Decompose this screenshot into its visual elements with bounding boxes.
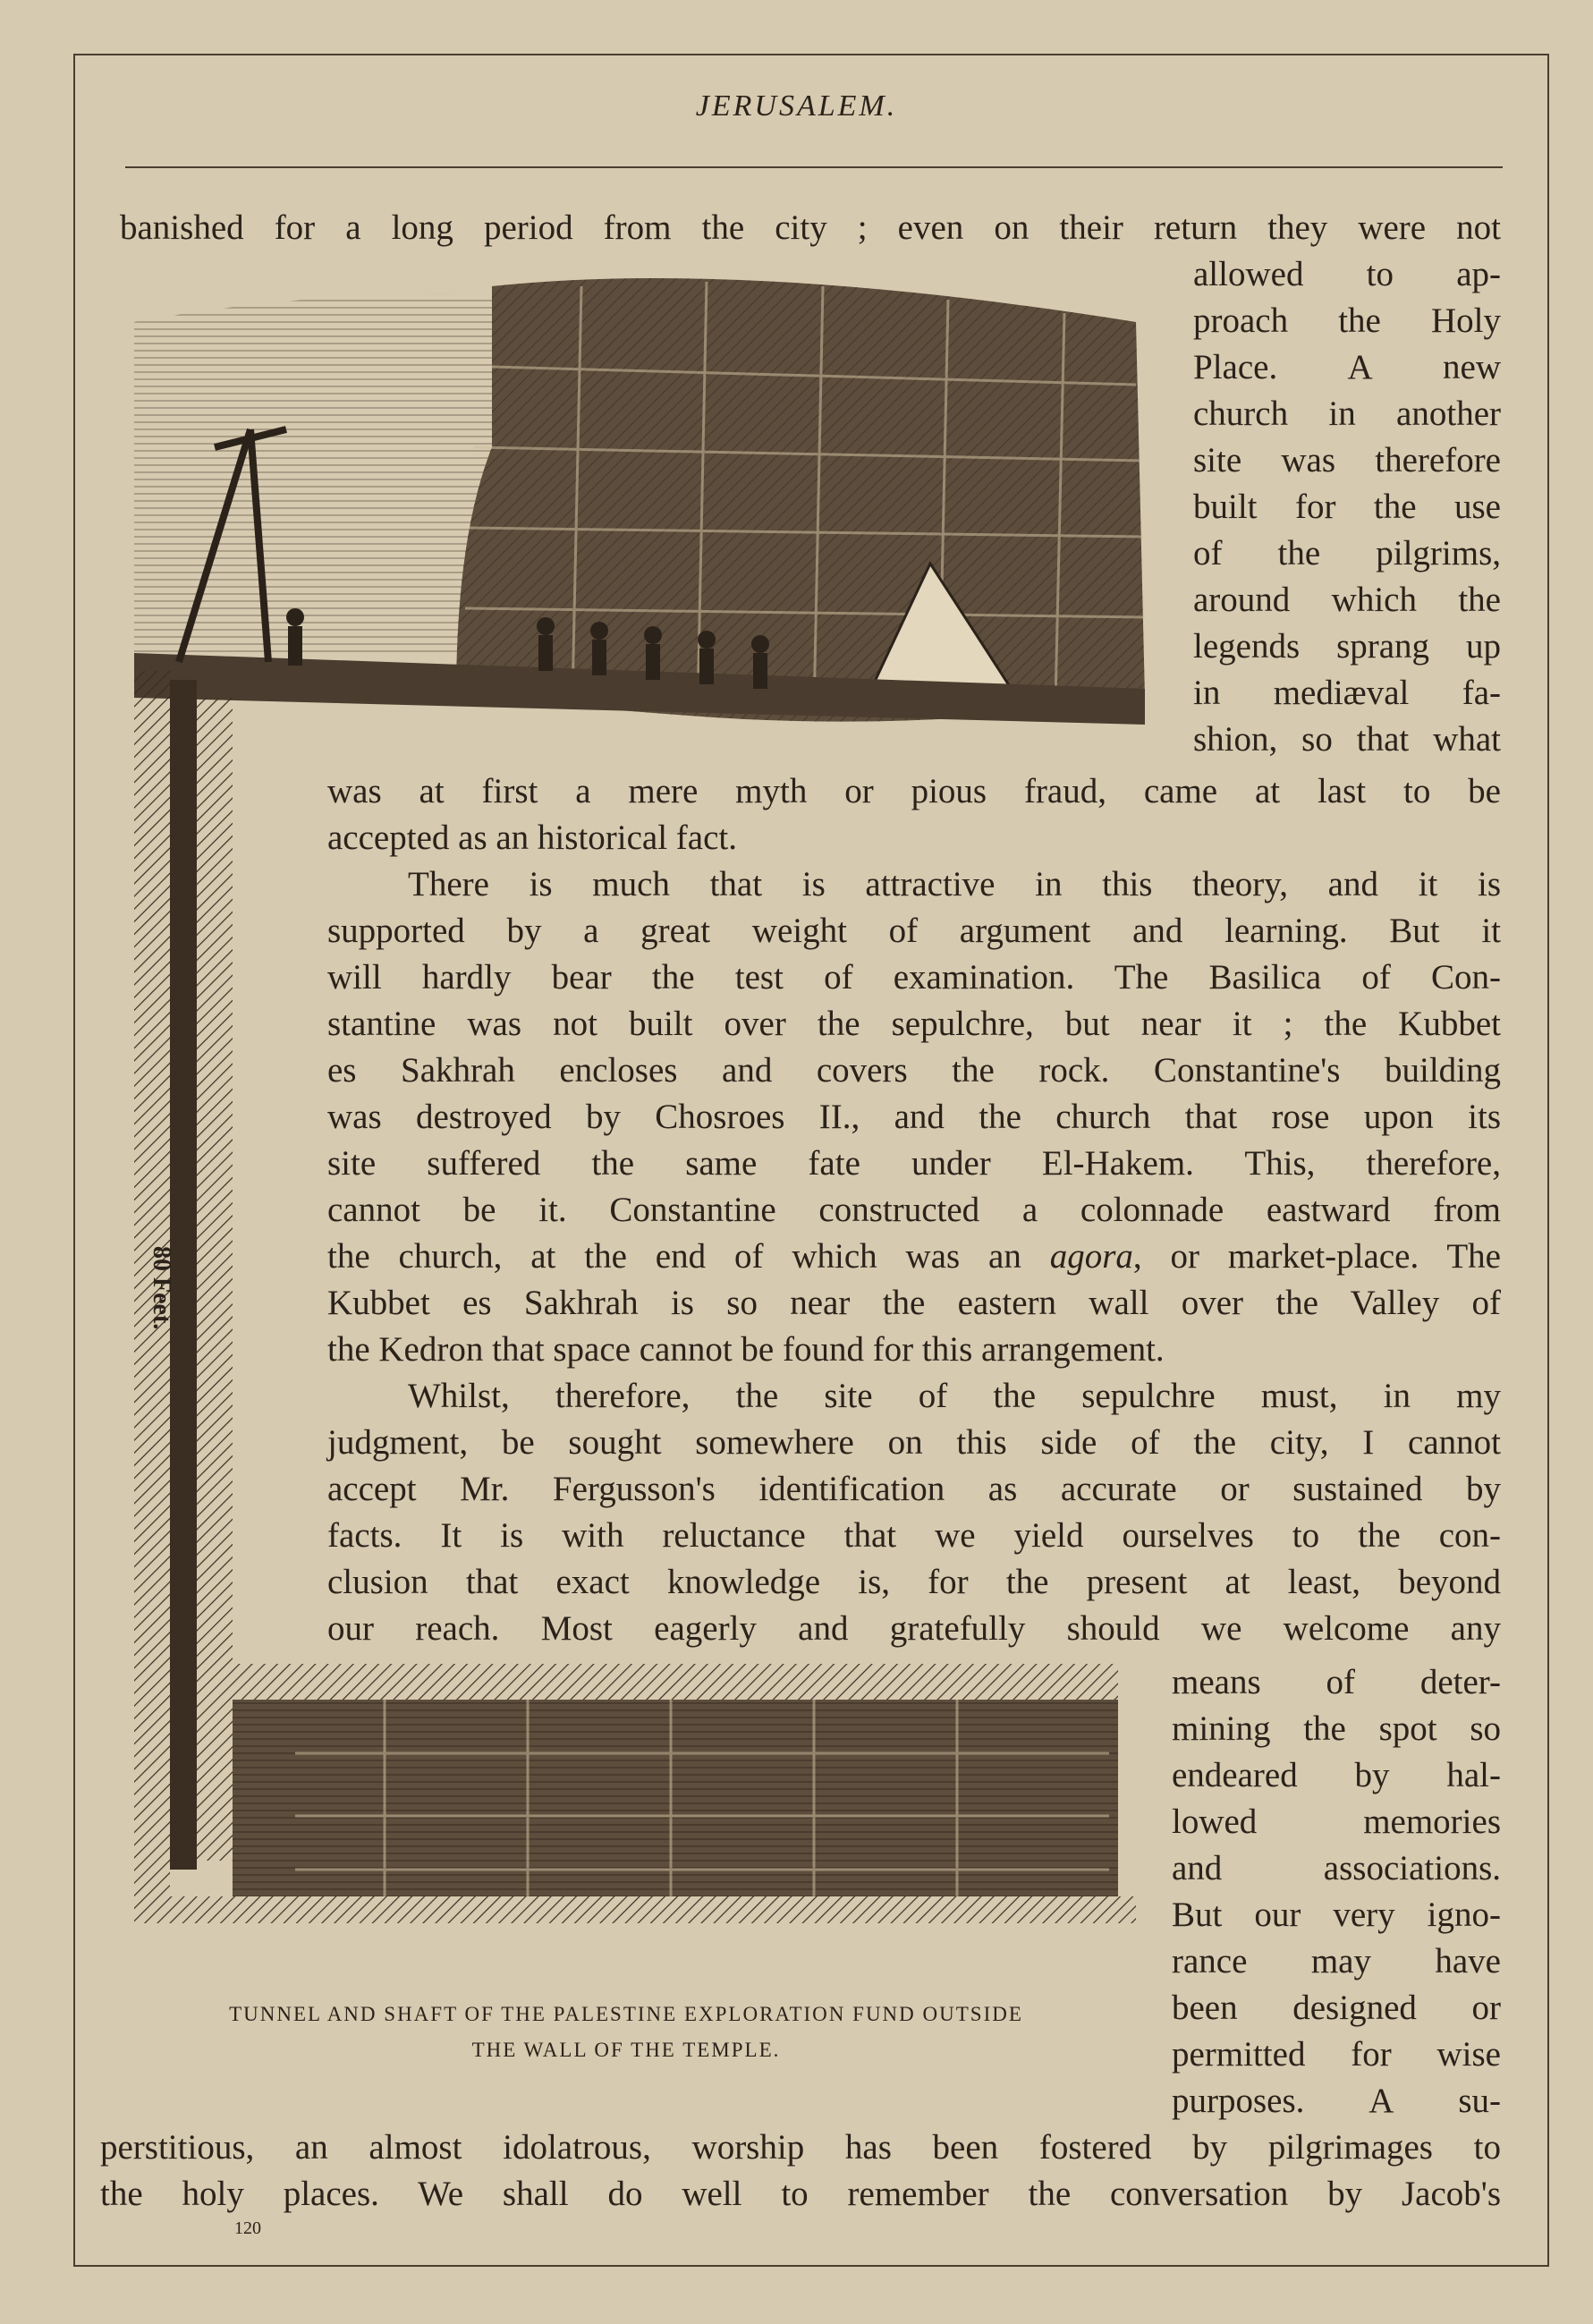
text-line: stantine was not built over the sepulchre, but near it ; the Kubbet (327, 1005, 1501, 1043)
text-line: was at first a mere myth or pious fraud, came at last to be (327, 772, 1501, 810)
text-line: Place. A new (1193, 348, 1501, 386)
upper-wall-masonry (456, 278, 1145, 722)
text-line: supported by a great weight of argument and learning. But it (327, 912, 1501, 950)
text-line: There is much that is attractive in this theory, and it is (408, 865, 1501, 903)
text-line: of the pilgrims, (1193, 534, 1501, 573)
italic-word: agora (1049, 1237, 1133, 1276)
text-line: in mediæval fa- (1193, 674, 1501, 712)
text-line: church in another (1193, 394, 1501, 433)
text-line: the church, at the end of which was an agora, or market-place. The (327, 1237, 1501, 1276)
lower-tunnel-masonry (134, 1664, 1136, 1923)
text-line: perstitious, an almost idolatrous, worship has been fostered by pilgrimages to (100, 2128, 1501, 2167)
text-line: accept Mr. Fergusson's identification as accurate or sustained by (327, 1470, 1501, 1508)
text-line: Whilst, therefore, the site of the sepulchre must, in my (408, 1377, 1501, 1415)
figure-caption-line: THE WALL OF THE TEMPLE. (471, 2039, 781, 2061)
text-line: the holy places. We shall do well to remember the conversation by Jacob's (100, 2175, 1501, 2213)
running-head: JERUSALEM. (695, 89, 898, 123)
text-line: Kubbet es Sakhrah is so near the eastern wall over the Valley of (327, 1284, 1501, 1322)
text-line: been designed or (1172, 1989, 1501, 2027)
shaft-depth-label: 80 Feet. (148, 1246, 175, 1330)
text-line: mining the spot so (1172, 1709, 1501, 1748)
text-line: allowed to ap- (1193, 255, 1501, 293)
text-line: es Sakhrah encloses and covers the rock. Constantine's building (327, 1051, 1501, 1090)
figure-caption-line: TUNNEL AND SHAFT OF THE PALESTINE EXPLORATION FUND OUTSIDE (229, 2003, 1023, 2025)
text-line: will hardly bear the test of examination. The Basilica of Con- (327, 958, 1501, 997)
page-number: 120 (234, 2218, 261, 2238)
text-line: the Kedron that space cannot be found for this arrangement. (327, 1330, 1165, 1369)
text-line: means of deter- (1172, 1663, 1501, 1701)
text-line: lowed memories (1172, 1802, 1501, 1841)
text-line: banished for a long period from the city ; even on their return they were not (120, 208, 1501, 247)
text-line: judgment, be sought somewhere on this side of the city, I cannot (327, 1423, 1501, 1462)
text-line: site was therefore (1193, 441, 1501, 479)
text-line: cannot be it. Constantine constructed a colonnade eastward from (327, 1191, 1501, 1229)
text-line: purposes. A su- (1172, 2082, 1501, 2120)
text-line: built for the use (1193, 488, 1501, 526)
text-line: permitted for wise (1172, 2035, 1501, 2074)
text-line: facts. It is with reluctance that we yield ourselves to the con- (327, 1516, 1501, 1555)
text-line: legends sprang up (1193, 627, 1501, 666)
text-line: around which the (1193, 581, 1501, 619)
text-line: our reach. Most eagerly and gratefully should we welcome any (327, 1609, 1501, 1648)
text-line: rance may have (1172, 1942, 1501, 1980)
text-line: was destroyed by Chosroes II., and the church that rose upon its (327, 1098, 1501, 1136)
text-line: proach the Holy (1193, 301, 1501, 340)
text-line: accepted as an historical fact. (327, 818, 738, 857)
text-line: and associations. (1172, 1849, 1501, 1887)
text-line: clusion that exact knowledge is, for the present at least, beyond (327, 1563, 1501, 1601)
text-line: site suffered the same fate under El-Hakem. This, therefore, (327, 1144, 1501, 1183)
text-line: shion, so that what (1193, 720, 1501, 759)
text-line: endeared by hal- (1172, 1756, 1501, 1794)
header-rule (125, 166, 1503, 168)
text-line: But our very igno- (1172, 1896, 1501, 1934)
